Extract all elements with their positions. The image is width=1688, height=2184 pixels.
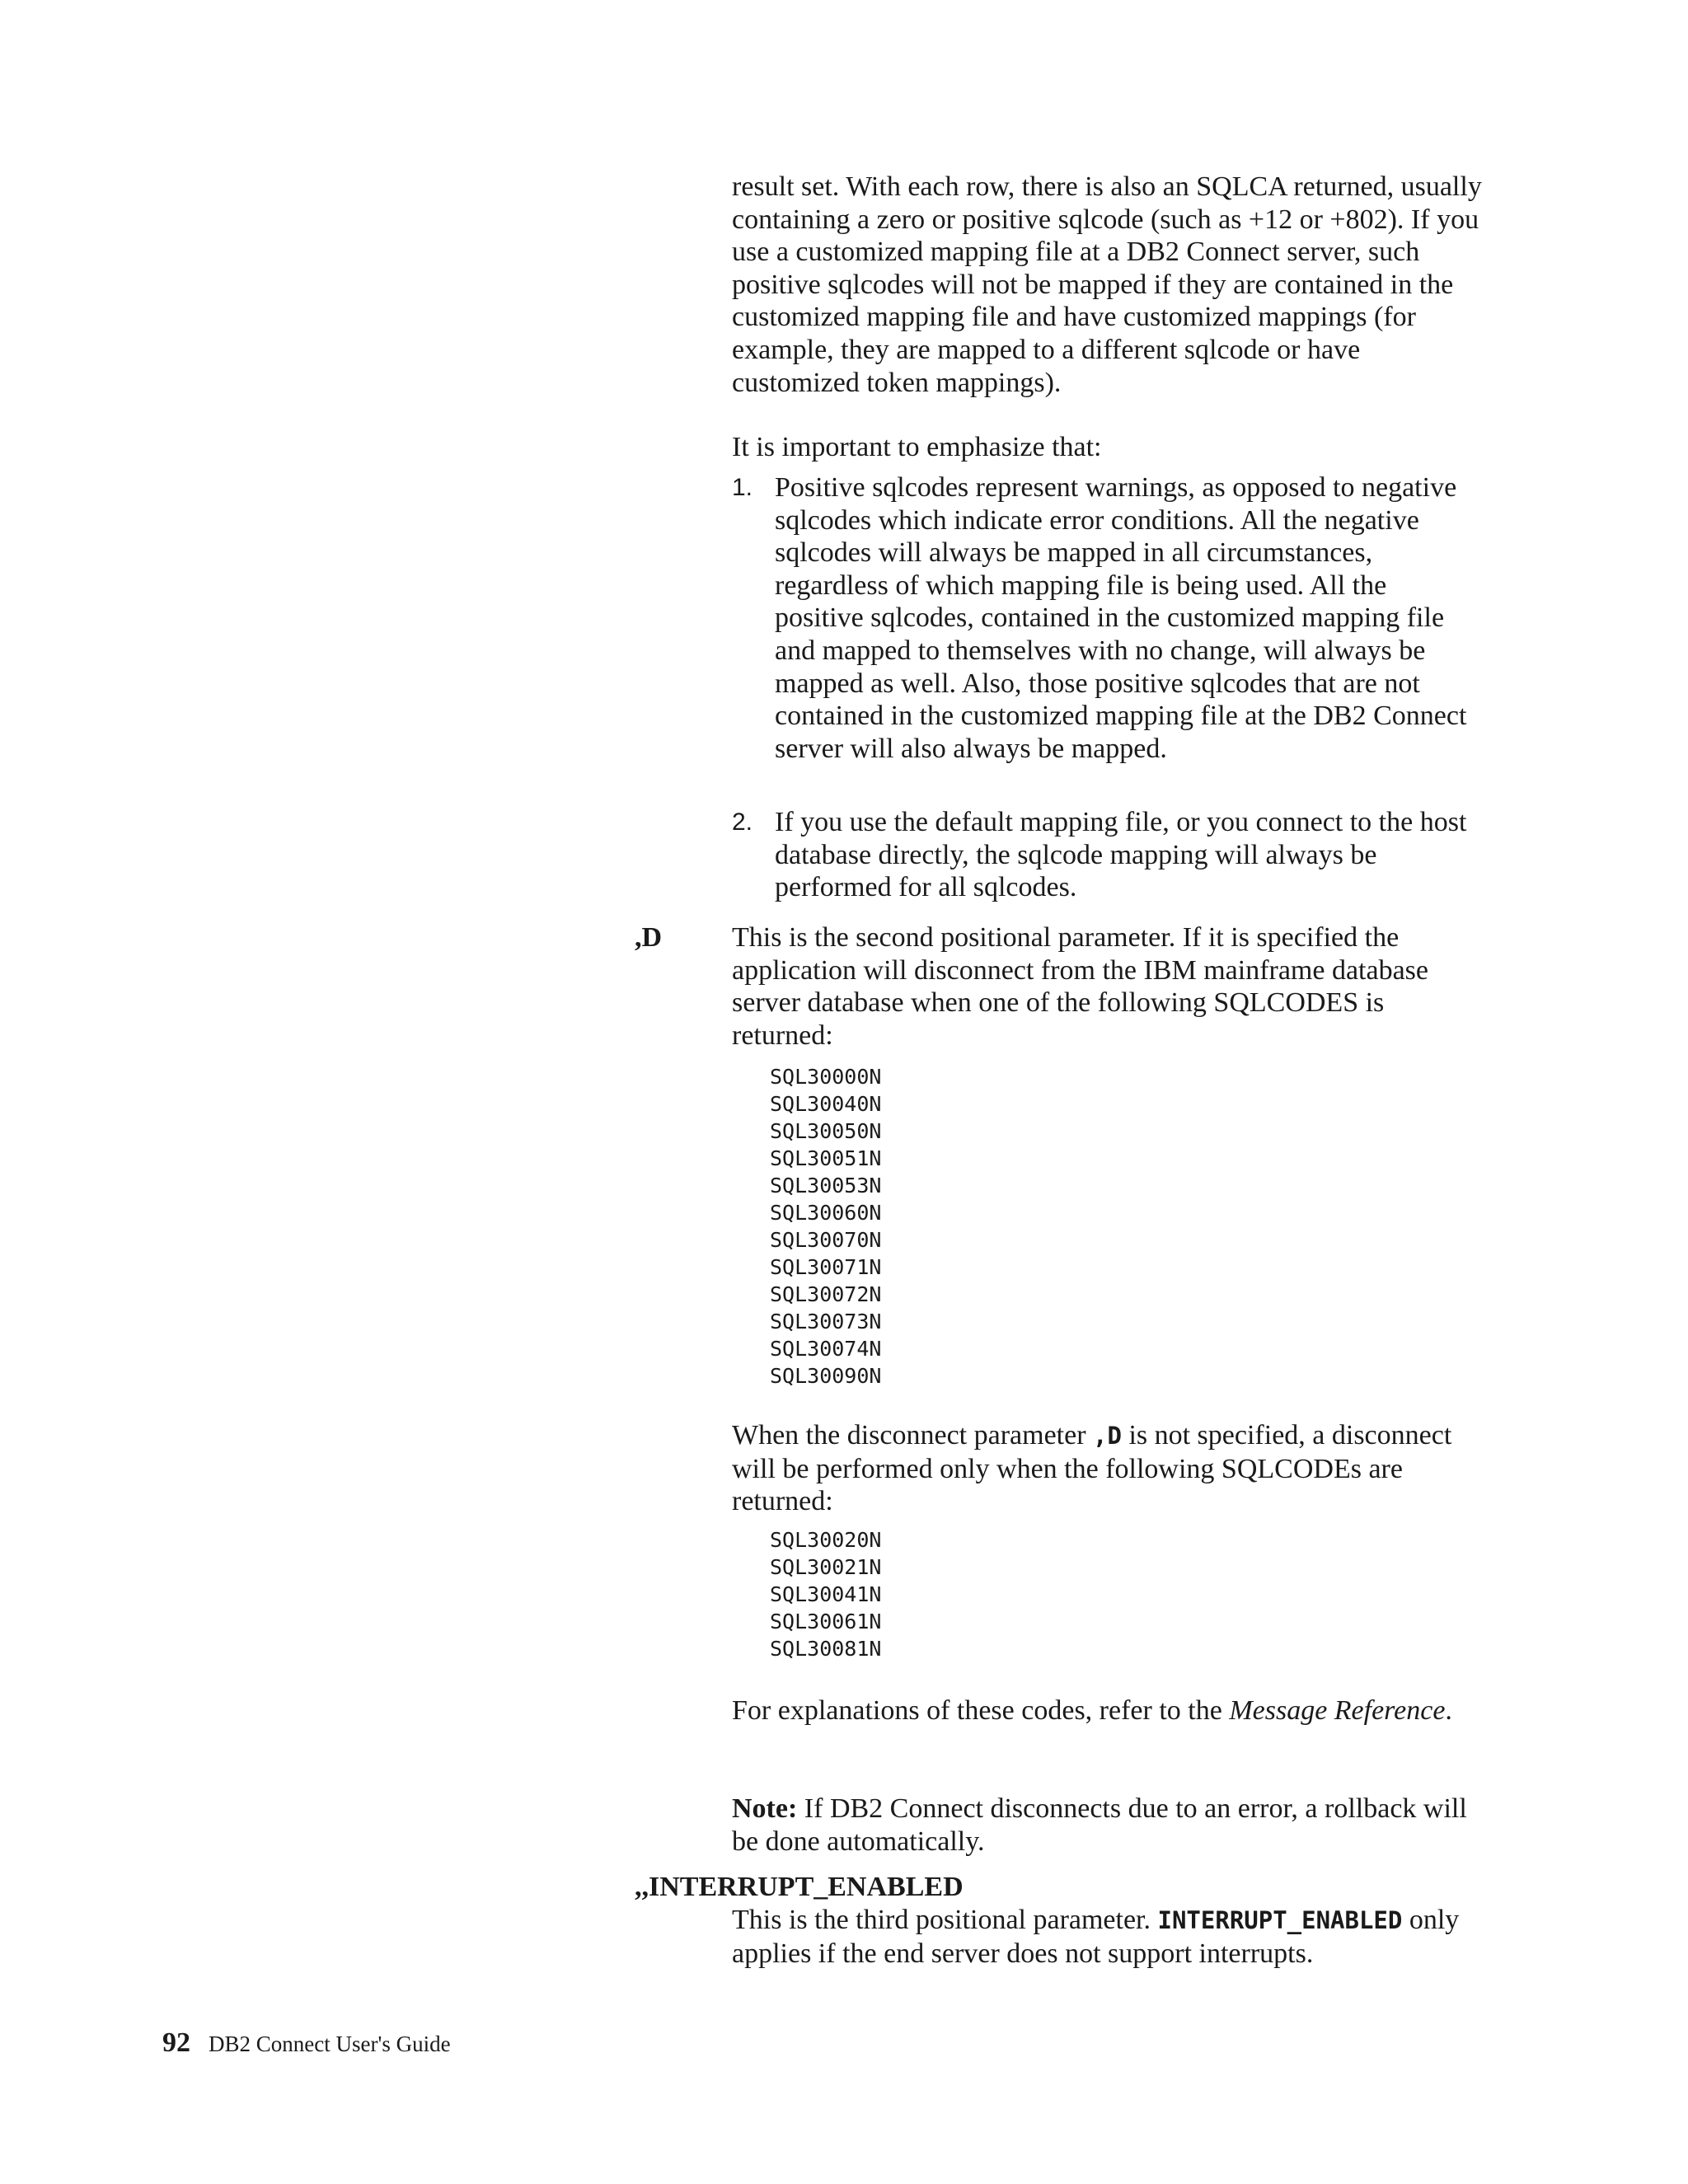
code-line: SQL30021N (770, 1555, 882, 1579)
when-code: ,D (1093, 1422, 1122, 1450)
default-code-list (770, 1526, 881, 1662)
code-line: SQL30040N (770, 1092, 882, 1116)
when-prefix: When the disconnect parameter (732, 1420, 1094, 1451)
page-footer (162, 2027, 451, 2059)
code-line: SQL30090N (770, 1364, 882, 1388)
when-paragraph (732, 1419, 1482, 1518)
code-line: SQL30020N (770, 1528, 882, 1552)
list-item-text: If you use the default mapping file, or you connect to the host database directly, the sqlcode mapping will always be performed for all sqlcodes. (775, 807, 1467, 903)
code-line: SQL30073N (770, 1310, 882, 1333)
interrupt-prefix: This is the third positional parameter. (732, 1905, 1158, 1935)
code-line: SQL30060N (770, 1201, 882, 1225)
code-line: SQL30072N (770, 1282, 882, 1306)
emphasis-paragraph: It is important to emphasize that: (732, 432, 1102, 462)
message-reference-title: Message Reference (1229, 1695, 1446, 1726)
code-line: SQL30074N (770, 1337, 882, 1361)
intro-paragraph: result set. With each row, there is also an SQLCA returned, usually containing a zero or positive sqlcode (such as +12 or +802). If you use a customized mapping file at a DB2 Connect server, such positive sqlcodes will not be mapped if they are contained in the customized mapping file and have customized mappings (for example, they are mapped to a different sqlcode or have customized token mappings). (732, 171, 1482, 398)
param-interrupt-description (732, 1904, 1482, 1970)
list-item (732, 806, 1482, 904)
note-label: Note: (732, 1793, 798, 1824)
code-line: SQL30051N (770, 1146, 882, 1170)
param-d-description: This is the second positional parameter. If it is specified the application will disconnect from the IBM mainframe database server database when one of the following SQLCODES is returned: (732, 922, 1429, 1051)
code-line: SQL30000N (770, 1065, 882, 1089)
code-line: SQL30071N (770, 1255, 882, 1279)
code-line: SQL30041N (770, 1582, 882, 1606)
emphasis-list-2 (732, 806, 1482, 904)
code-line: SQL30053N (770, 1174, 882, 1197)
code-line: SQL30061N (770, 1610, 882, 1633)
code-line: SQL30081N (770, 1637, 882, 1661)
note-paragraph (732, 1793, 1482, 1858)
list-item (732, 471, 1482, 765)
when-suffix: is not specified, a disconnect will be performed only when the following SQLCODEs are returned: (732, 1420, 1452, 1517)
page-number: 92 (162, 2027, 190, 2058)
interrupt-suffix: only applies if the end server does not support interrupts. (732, 1905, 1460, 1969)
explanation-paragraph (732, 1694, 1482, 1727)
footer-title: DB2 Connect User's Guide (209, 2032, 451, 2056)
code-line: SQL30070N (770, 1228, 882, 1252)
list-item-number: 1. (732, 474, 753, 501)
param-d-term: ,D (635, 922, 663, 953)
param-interrupt-term: ,,INTERRUPT_ENABLED (635, 1872, 964, 1902)
explain-suffix: . (1445, 1695, 1452, 1726)
code-line: SQL30050N (770, 1119, 882, 1143)
emphasis-list-1 (732, 471, 1482, 765)
list-item-number: 2. (732, 808, 753, 836)
list-item-text: Positive sqlcodes represent warnings, as opposed to negative sqlcodes which indicate error conditions. All the negative sqlcodes will always be mapped in all circumstances, regardless of which mapping file is being used. All the positive sqlcodes, contained in the customized mapping file and mapped to themselves with no change, will always be mapped as well. Also, those positive sqlcodes that are not contained in the customized mapping file at the DB2 Connect server will also always be mapped. (775, 472, 1467, 764)
explain-prefix: For explanations of these codes, refer to the (732, 1695, 1230, 1726)
interrupt-code: INTERRUPT_ENABLED (1157, 1906, 1403, 1934)
disconnect-code-list (770, 1063, 881, 1390)
note-text: If DB2 Connect disconnects due to an error, a rollback will be done automatically. (732, 1793, 1467, 1857)
